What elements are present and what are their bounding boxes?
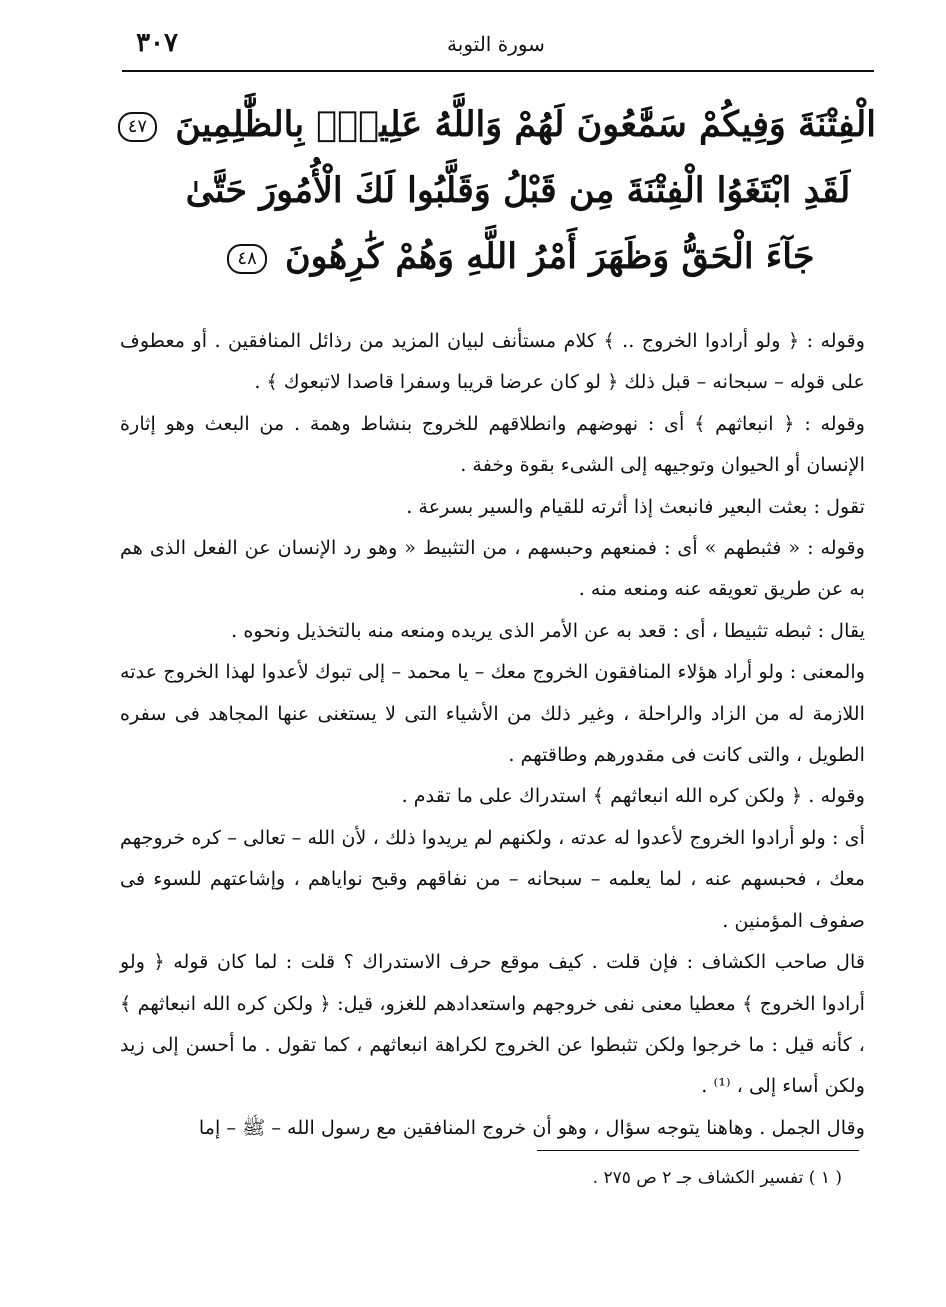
verse-line-3 [160,224,876,290]
header-divider [122,70,874,72]
verse-text: الْفِتْنَةَ وَفِيكُمْ سَمَّٰعُونَ لَهُمْ وَاللَّهُ عَلِيمٌۢ بِالظَّٰلِمِينَ [175,104,876,145]
paragraph: وقال الجمل . وهاهنا يتوجه سؤال ، وهو أن خروج المنافقين مع رسول الله – ﷺ – إما [198,1115,865,1139]
paragraph: وقوله : ﴿ ولو أرادوا الخروج .. ﴾ كلام مستأنف لبيان المزيد من رذائل المنافقين . أو معطوف على قوله – سبحانه – قبل ذلك ﴿ لو كان عرضا قريبا وسفرا قاصدا لاتبعوك ﴾ . [120,329,865,394]
quran-verses [127,92,876,290]
verse-line-1 [127,92,876,158]
paragraph: قال صاحب الكشاف : فإن قلت . كيف موقع حرف الاستدراك ؟ قلت : لما كان قوله ﴿ ولو أرادوا الخروج ﴾ معطيا معنى نفى خروجهم واستعدادهم للغزو، قيل: ﴿ ولكن كره الله انبعاثهم ﴾ ، كأنه قيل : ما خرجوا ولكن تثبطوا عن الخروج لكراهة انبعاثهم ، كما تقول . ما أحسن إلى زيد ولكن أساء إلى ، ⁽¹⁾ . [120,950,865,1098]
paragraph: وقوله . ﴿ ولكن كره الله انبعاثهم ﴾ استدراك على ما تقدم . [401,784,865,808]
paragraph: يقال : ثبطه تثبيطا ، أى : قعد به عن الأمر الذى يريده ومنعه منه بالتخذيل ونحوه . [231,618,865,642]
surah-title: سورة التوبة [447,32,545,56]
paragraph: تقول : بعثت البعير فانبعث إذا أثرته للقيام والسير بسرعة . [406,494,865,518]
footnote: ( ١ ) تفسير الكشاف جـ ٢ ص ٢٧٥ . [592,1168,842,1188]
paragraph: وقوله : « فثبطهم » أى : فمنعهم وحبسهم ، من التثبيط « وهو رد الإنسان عن الفعل الذى هم به عن طريق تعويقه عنه ومنعه منه . [120,536,865,601]
paragraph: أى : ولو أرادوا الخروج لأعدوا له عدته ، ولكنهم لم يريدوا ذلك ، لأن الله – تعالى – كره خروجهم معك ، فحبسهم عنه ، لما يعلمه – سبحانه – من نفاقهم وقبح نواياهم ، وإشاعتهم للسوء فى صفوف المؤمنين . [120,825,865,932]
ayah-number-marker: ٤٧ [118,112,157,142]
commentary-text [120,320,865,1148]
verse-text: جَآءَ الْحَقُّ وَظَهَرَ أَمْرُ اللَّهِ وَهُمْ كَٰرِهُونَ [284,236,815,277]
paragraph: والمعنى : ولو أراد هؤلاء المنافقون الخروج معك – يا محمد – إلى تبوك لأعدوا لهذا الخروج عدته اللازمة له من الزاد والراحلة ، وغير ذلك من الأشياء التى لا يستغنى عنها المجاهد فى سفره الطويل ، والتى كانت فى مقدورهم وطاقتهم . [120,660,865,767]
page-header [120,20,872,72]
page-number: ٣٠٧ [136,28,178,58]
ayah-number-marker: ٤٨ [227,244,266,274]
verse-line-2: لَقَدِ ابْتَغَوُا الْفِتْنَةَ مِن قَبْلُ وَقَلَّبُوا لَكَ الْأُمُورَ حَتَّىٰ [185,170,851,211]
footnote-divider [537,1150,859,1151]
paragraph: وقوله : ﴿ انبعاثهم ﴾ أى : نهوضهم وانطلاقهم للخروج بنشاط وهمة . من البعث وهو إثارة الإنسان أو الحيوان وتوجيهه إلى الشىء بقوة وخفة . [120,411,865,477]
